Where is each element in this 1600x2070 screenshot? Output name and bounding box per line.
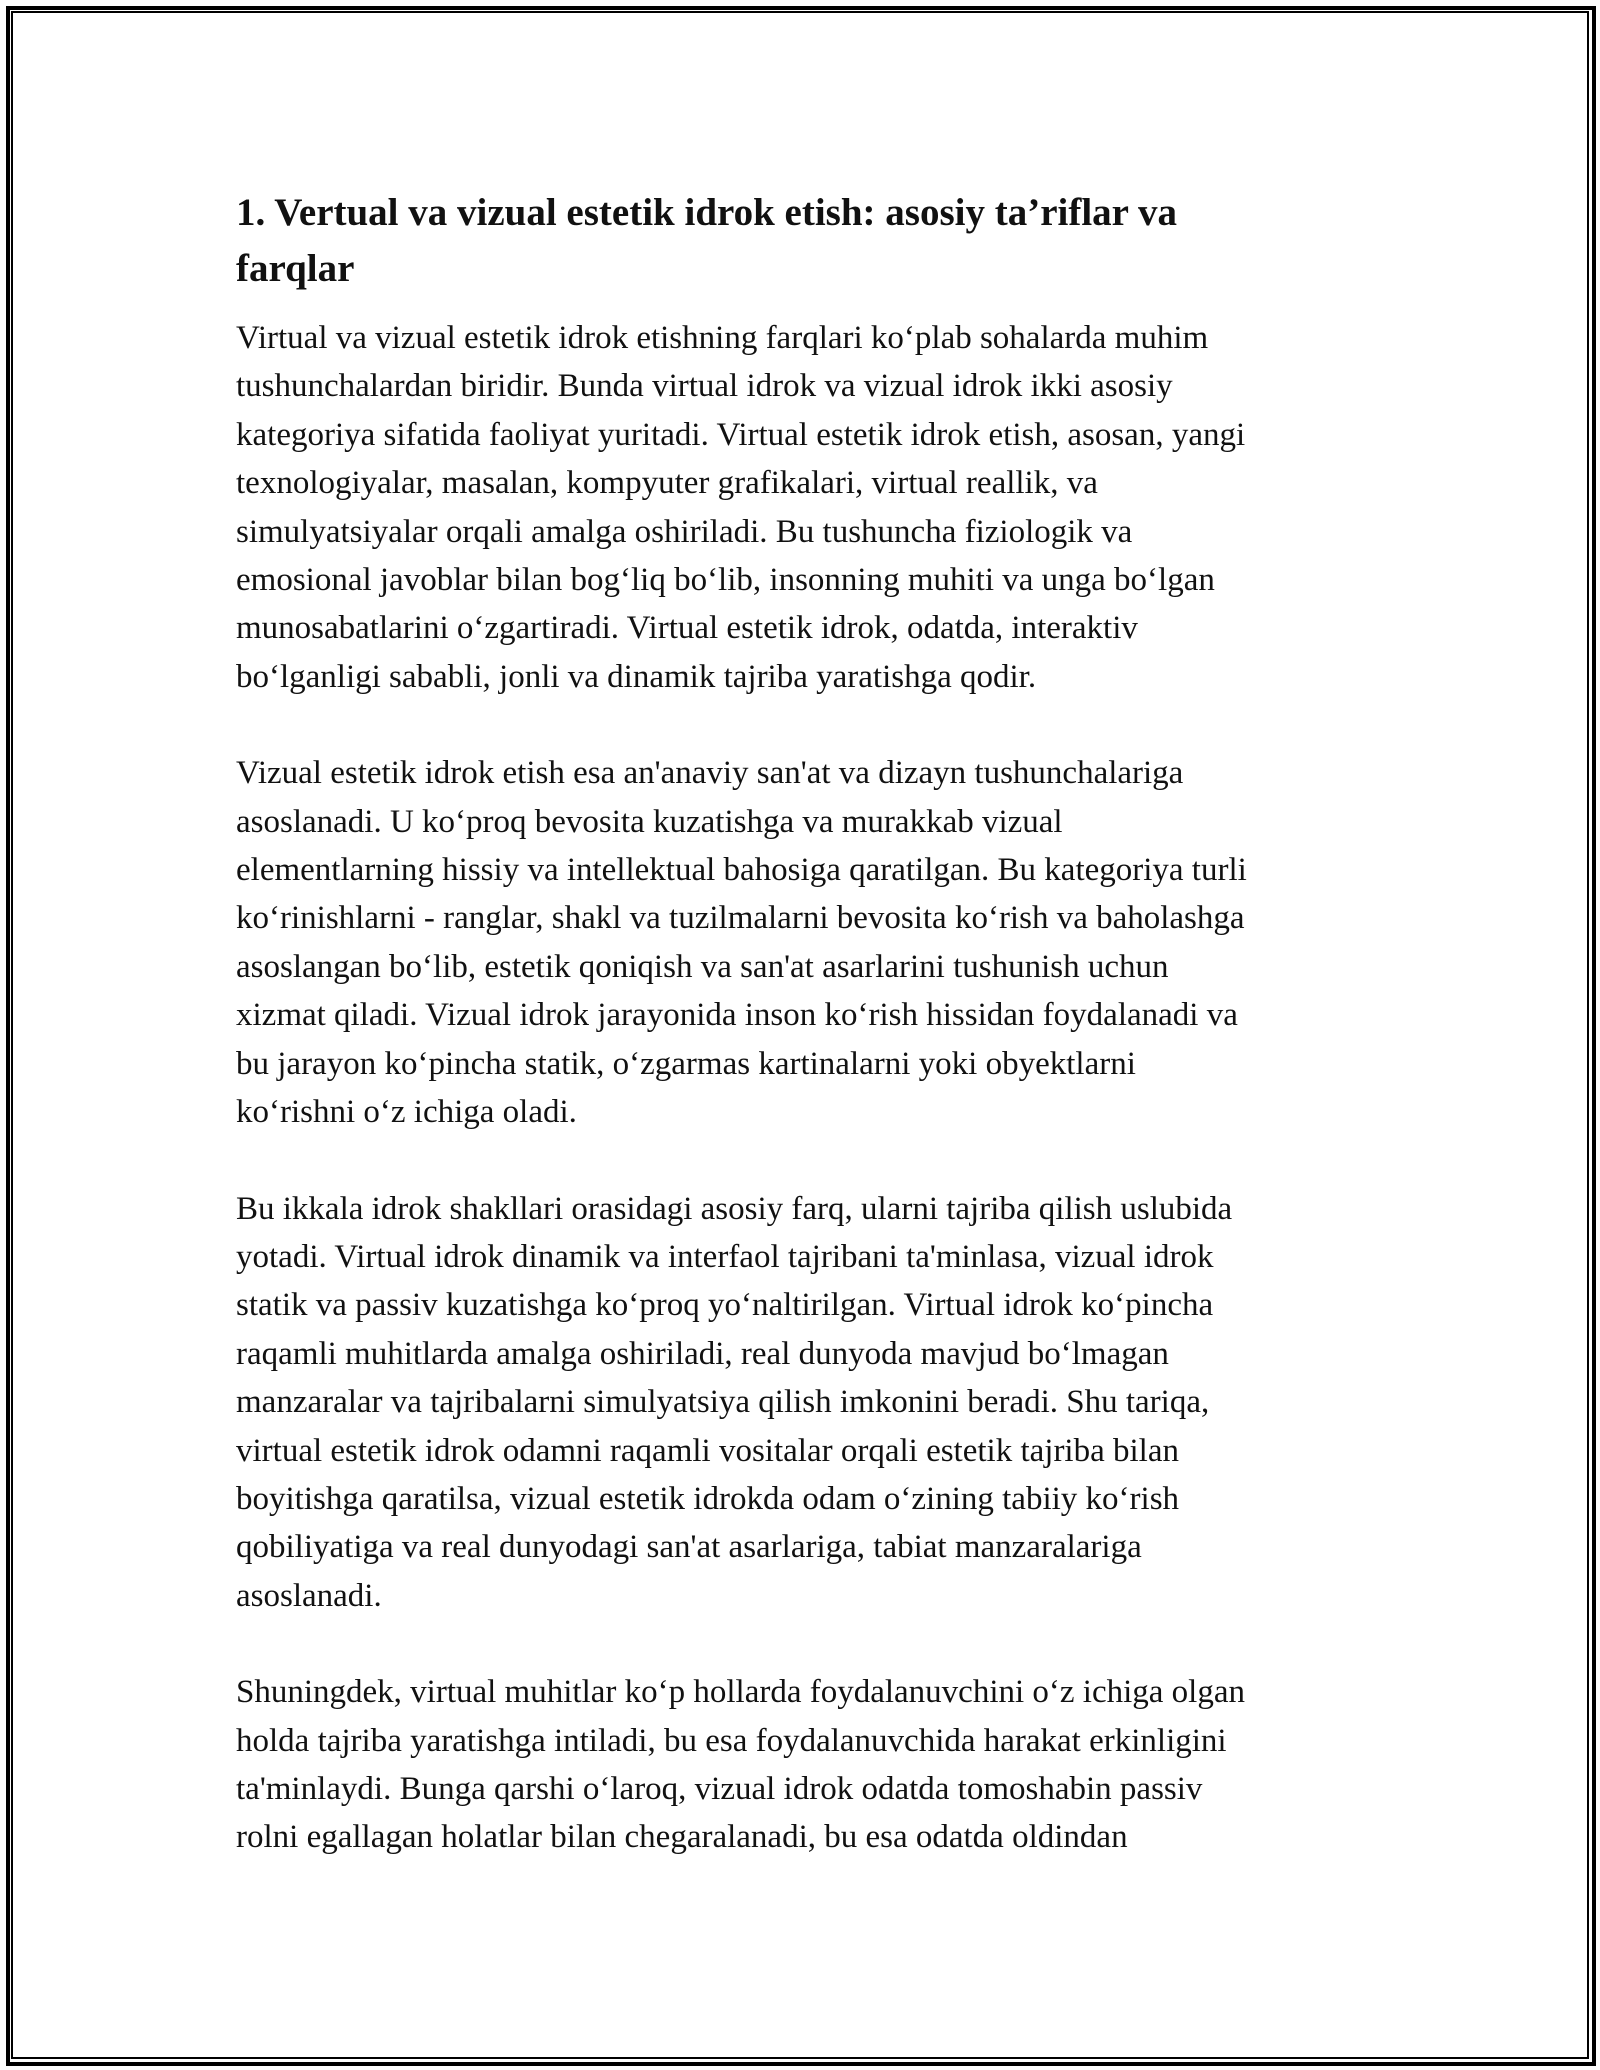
text-line: asoslanadi. U ko‘proq bevosita kuzatishga va murakkab vizual (236, 803, 1063, 840)
paragraph (236, 749, 1386, 1136)
text-line: Virtual va vizual estetik idrok etishning farqlari ko‘plab sohalarda muhim (236, 320, 1209, 356)
paragraph (236, 314, 1386, 701)
text-line: asoslangan bo‘lib, estetik qoniqish va san'at asarlarini tushunish uchun (236, 948, 1169, 985)
text-line: bu jarayon ko‘pincha statik, o‘zgarmas kartinalarni yoki obyektlarni (236, 1045, 1136, 1082)
text-line: elementlarning hissiy va intellektual bahosiga qaratilgan. Bu kategoriya turli (236, 852, 1247, 889)
document-body (236, 185, 1386, 1910)
text-line: ta'minlaydi. Bunga qarshi o‘laroq, vizual idrok odatda tomoshabin passiv (236, 1770, 1203, 1807)
text-line: manzaralar va tajribalarni simulyatsiya qilish imkonini beradi. Shu tariqa, (236, 1384, 1210, 1421)
text-line: emosional javoblar bilan bog‘liq bo‘lib, insonning muhiti va unga bo‘lgan (236, 562, 1215, 599)
heading-line: farqlar (236, 247, 355, 290)
text-line: bo‘lganligi sababli, jonli va dinamik tajriba yaratishga qodir. (236, 658, 1037, 695)
paragraph (236, 1185, 1386, 1621)
text-line: tushunchalardan biridir. Bunda virtual idrok va vizual idrok ikki asosiy (236, 368, 1173, 405)
text-line: Shuningdek, virtual muhitlar ko‘p hollarda foydalanuvchini o‘z ichiga olgan (236, 1674, 1245, 1711)
text-line: texnologiyalar, masalan, kompyuter grafikalari, virtual reallik, va (236, 465, 1098, 502)
text-line: Vizual estetik idrok etish esa an'anaviy san'at va dizayn tushunchalariga (236, 755, 1184, 792)
text-line: raqamli muhitlarda amalga oshiriladi, real dunyoda mavjud bo‘lmagan (236, 1335, 1169, 1372)
text-line: munosabatlarini o‘zgartiradi. Virtual estetik idrok, odatda, interaktiv (236, 610, 1138, 647)
text-line: xizmat qiladi. Vizual idrok jarayonida inson ko‘rish hissidan foydalanadi va (236, 997, 1238, 1034)
text-line: simulyatsiyalar orqali amalga oshiriladi. Bu tushuncha fiziologik va (236, 513, 1133, 550)
text-line: kategoriya sifatida faoliyat yuritadi. Virtual estetik idrok etish, asosan, yangi (236, 416, 1246, 453)
text-line: asoslanadi. (236, 1577, 382, 1614)
text-line: holda tajriba yaratishga intiladi, bu esa foydalanuvchida harakat erkinligini (236, 1722, 1227, 1759)
text-line: boyitishga qaratilsa, vizual estetik idrokda odam o‘zining tabiiy ko‘rish (236, 1480, 1180, 1517)
text-line: yotadi. Virtual idrok dinamik va interfaol tajribani ta'minlasa, vizual idrok (236, 1238, 1214, 1275)
text-line: ko‘rinishlarni - ranglar, shakl va tuzilmalarni bevosita ko‘rish va baholashga (236, 900, 1245, 937)
text-line: qobiliyatiga va real dunyodagi san'at asarlariga, tabiat manzaralariga (236, 1529, 1142, 1566)
text-line: rolni egallagan holatlar bilan chegaralanadi, bu esa odatda oldindan (236, 1819, 1128, 1856)
section-heading (236, 185, 1316, 297)
paragraph (236, 1668, 1386, 1862)
text-line: Bu ikkala idrok shakllari orasidagi asosiy farq, ularni tajriba qilish uslubida (236, 1190, 1233, 1227)
heading-line: 1. Vertual va vizual estetik idrok etish: asosiy ta’riflar va (236, 191, 1178, 234)
text-line: ko‘rishni o‘z ichiga oladi. (236, 1094, 577, 1131)
text-line: virtual estetik idrok odamni raqamli vositalar orqali estetik tajriba bilan (236, 1432, 1179, 1469)
text-line: statik va passiv kuzatishga ko‘proq yo‘naltirilgan. Virtual idrok ko‘pincha (236, 1287, 1214, 1324)
